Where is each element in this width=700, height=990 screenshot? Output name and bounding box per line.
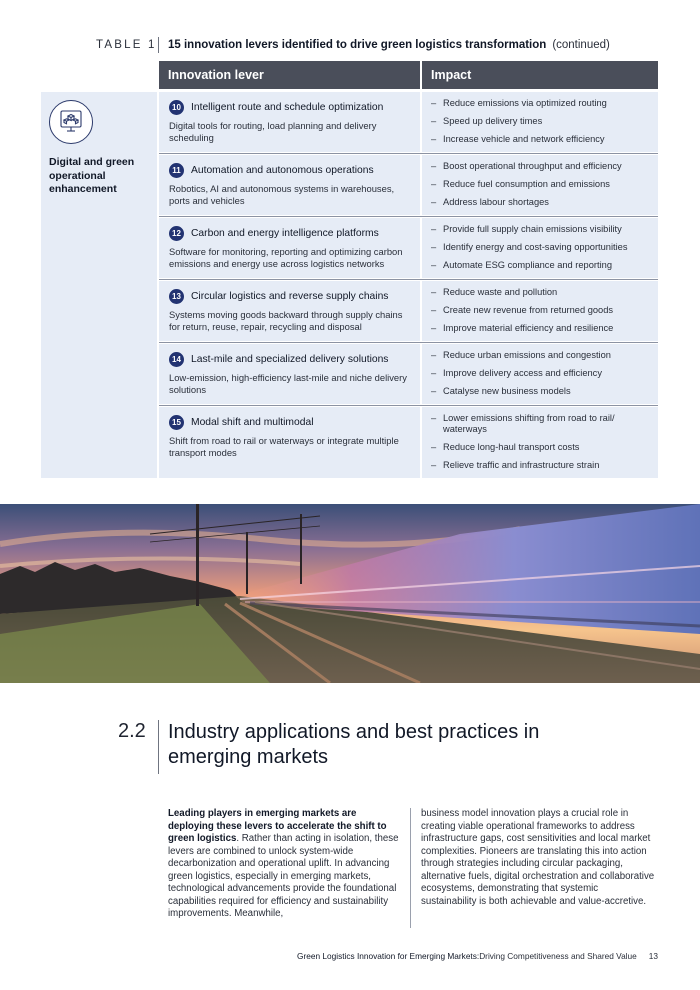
section-title: Industry applications and best practices in emerging markets [168, 721, 540, 768]
row-divider [159, 342, 658, 343]
impact-list [431, 413, 648, 471]
impact-cell [422, 281, 658, 341]
lever-title [169, 352, 411, 367]
train-sunset-photo [0, 504, 700, 683]
column-header-impact: Impact [422, 61, 658, 89]
table-row [159, 407, 658, 478]
lever-description: Digital tools for routing, load planning and delivery scheduling [169, 120, 377, 143]
body-column-right: business model innovation plays a crucial role in creating viable operational frameworks to address infrastructure gaps, cost sensitivities and local market complexities. Pioneers are translating this into action through strategies including circular packaging, alternative fuels, digital orchestration and collaborative ecosystems, demonstrating that systemic sustainability is both achievable and value-accretive. [421, 808, 655, 907]
row-divider [159, 279, 658, 280]
footer-subtitle: Driving Competitiveness and Shared Value [479, 951, 637, 961]
lever-title-text: Last-mile and specialized delivery solutions [191, 354, 389, 365]
impact-cell [422, 92, 658, 152]
lever-number-badge: 13 [169, 289, 184, 304]
digital-boxes-icon [49, 100, 93, 144]
body-text-left: . Rather than acting in isolation, these levers are combined to unlock system-wide decarbonization and operational uplift. In advancing green logistics, especially in emerging markets, technological advancements provide the foundational capabilities required for efficiency and sustainability improvements. Meanwhile, [168, 833, 399, 919]
lever-title [169, 289, 411, 304]
lever-number-badge: 10 [169, 100, 184, 115]
impact-list [431, 224, 648, 271]
impact-item: – Increase vehicle and network efficiency [431, 134, 648, 145]
table-title-text: 15 innovation levers identified to drive green logistics transformation [168, 39, 547, 51]
category-cell [41, 92, 157, 478]
lever-title [169, 226, 411, 241]
page-number: 13 [648, 951, 658, 961]
section-divider [158, 720, 159, 774]
lever-cell [159, 281, 420, 341]
impact-item: – Speed up delivery times [431, 116, 648, 127]
body-lead: Leading players in emerging markets are deploying these levers to accelerate the shift to green logistics [168, 808, 387, 844]
lever-title-text: Circular logistics and reverse supply chains [191, 291, 389, 302]
impact-cell [422, 407, 658, 478]
row-divider [159, 405, 658, 406]
table-row [159, 92, 658, 152]
lever-title-text: Automation and autonomous operations [191, 165, 374, 176]
category-label: Digital and green operational enhancement [49, 156, 135, 195]
impact-item: – Improve delivery access and efficiency [431, 368, 648, 379]
lever-number-badge: 15 [169, 415, 184, 430]
impact-item: – Reduce long-haul transport costs [431, 442, 648, 453]
lever-cell [159, 92, 420, 152]
impact-item: – Relieve traffic and infrastructure strain [431, 460, 648, 471]
lever-number-badge: 12 [169, 226, 184, 241]
lever-cell [159, 218, 420, 278]
lever-title-text: Intelligent route and schedule optimization [191, 102, 384, 113]
impact-item: – Reduce waste and pollution [431, 287, 648, 298]
column-divider [410, 808, 411, 928]
impact-item: – Reduce emissions via optimized routing [431, 98, 648, 109]
footer-report-title: Green Logistics Innovation for Emerging Markets: [297, 951, 480, 961]
lever-title [169, 415, 411, 430]
body-column-left [168, 808, 400, 921]
lever-description: Robotics, AI and autonomous systems in warehouses, ports and vehicles [169, 183, 395, 206]
table-row [159, 218, 658, 278]
lever-number-badge: 14 [169, 352, 184, 367]
impact-list [431, 350, 648, 397]
table-row [159, 281, 658, 341]
impact-item: – Identify energy and cost-saving opportunities [431, 242, 648, 253]
impact-item: – Reduce urban emissions and congestion [431, 350, 648, 361]
impact-item: – Catalyse new business models [431, 386, 648, 397]
page-footer [297, 951, 658, 961]
row-divider [159, 153, 658, 154]
lever-description: Systems moving goods backward through supply chains for return, reuse, repair, recycling and disposal [169, 309, 403, 332]
table-heading-divider [158, 37, 159, 53]
impact-item: – Create new revenue from returned goods [431, 305, 648, 316]
lever-cell [159, 344, 420, 404]
impact-list [431, 161, 648, 208]
table-row [159, 344, 658, 404]
table-heading [96, 37, 660, 53]
column-header-lever: Innovation lever [159, 61, 420, 89]
impact-cell [422, 344, 658, 404]
impact-cell [422, 218, 658, 278]
lever-title-text: Carbon and energy intelligence platforms [191, 228, 379, 239]
table-title [168, 39, 610, 51]
row-divider [159, 216, 658, 217]
impact-list [431, 287, 648, 334]
lever-description: Low-emission, high-efficiency last-mile and niche delivery solutions [169, 372, 407, 395]
lever-title [169, 163, 411, 178]
impact-item: – Provide full supply chain emissions visibility [431, 224, 648, 235]
table-number: TABLE 1 [96, 39, 157, 51]
lever-number-badge: 11 [169, 163, 184, 178]
impact-item: – Boost operational throughput and efficiency [431, 161, 648, 172]
lever-cell [159, 407, 420, 478]
lever-description: Shift from road to rail or waterways or integrate multiple transport modes [169, 435, 399, 458]
lever-title-text: Modal shift and multimodal [191, 417, 314, 428]
impact-cell [422, 155, 658, 215]
lever-cell [159, 155, 420, 215]
impact-item: – Lower emissions shifting from road to rail/ waterways [431, 413, 648, 435]
impact-list [431, 98, 648, 145]
impact-item: – Automate ESG compliance and reporting [431, 260, 648, 271]
section-number: 2.2 [118, 720, 146, 742]
lever-description: Software for monitoring, reporting and optimizing carbon emissions and energy use across logistics networks [169, 246, 403, 269]
table-continued: (continued) [552, 39, 610, 51]
impact-item: – Improve material efficiency and resilience [431, 323, 648, 334]
table-row [159, 155, 658, 215]
lever-title [169, 100, 411, 115]
impact-item: – Address labour shortages [431, 197, 648, 208]
table-body [159, 92, 658, 478]
impact-item: – Reduce fuel consumption and emissions [431, 179, 648, 190]
